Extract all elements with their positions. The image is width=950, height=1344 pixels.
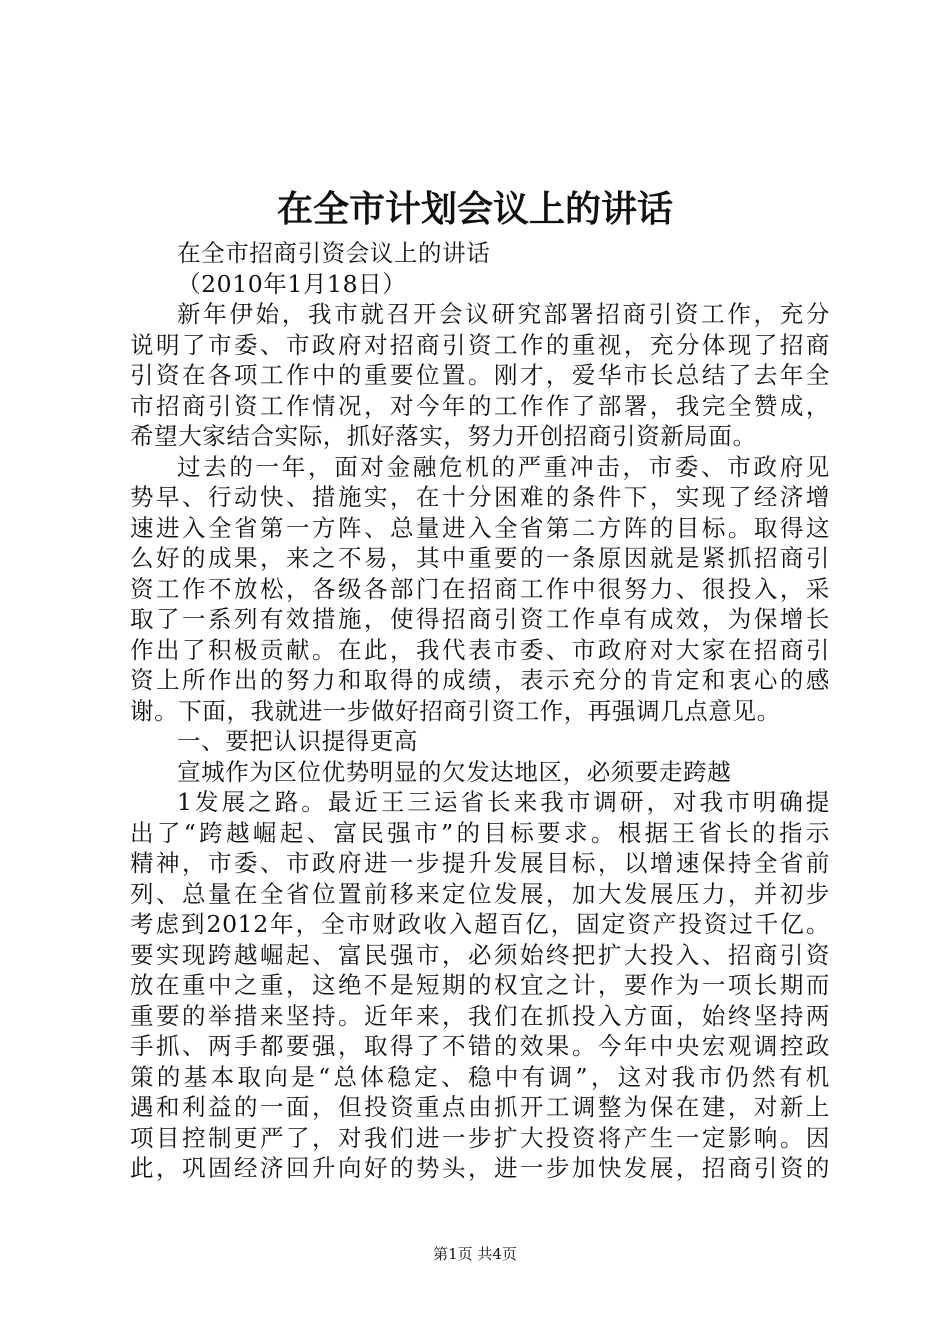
text-line: 市招商引资工作情况，对今年的工作作了部署，我完全赞成， xyxy=(130,391,830,420)
page-title: 在全市计划会议上的讲话 xyxy=(276,189,673,230)
section-heading: 一、要把认识提得更高 xyxy=(177,727,418,755)
text-line: 宣城作为区位优势明显的欠发达地区，必须要走跨越 xyxy=(177,757,732,786)
text-line: 出了“跨越崛起、富民强市”的目标要求。根据王省长的指示 xyxy=(130,818,830,847)
text-line: 么好的成果，来之不易，其中重要的一条原因就是紧抓招商引 xyxy=(130,544,830,572)
page-number-footer: 第1页 共4页 xyxy=(433,1245,517,1263)
subtitle-line: 在全市招商引资会议上的讲话 xyxy=(177,239,491,267)
text-line: 列、总量在全省位置前移来定位发展，加大发展压力，并初步 xyxy=(130,879,830,908)
text-line: 说明了市委、市政府对招商引资工作的重视，充分体现了招商 xyxy=(130,330,830,359)
text-line: 希望大家结合实际，抓好落实，努力开创招商引资新局面。 xyxy=(130,422,757,450)
document-body xyxy=(130,238,830,1184)
text-line: 作出了积极贡献。在此，我代表市委、市政府对大家在招商引 xyxy=(130,635,830,664)
text-line: 谢。下面，我就进一步做好招商引资工作，再强调几点意见。 xyxy=(130,696,781,725)
text-line: 过去的一年，面对金融危机的严重冲击，市委、市政府见 xyxy=(177,452,830,481)
text-line: 速进入全省第一方阵、总量进入全省第二方阵的目标。取得这 xyxy=(130,513,830,542)
text-line: 资上所作出的努力和取得的成绩，表示充分的肯定和衷心的感 xyxy=(130,666,830,694)
text-line: 放在重中之重，这绝不是短期的权宜之计，要作为一项长期而 xyxy=(130,971,830,999)
text-line: 要实现跨越崛起、富民强市，必须始终把扩大投入、招商引资 xyxy=(130,940,830,969)
text-line: 项目控制更严了，对我们进一步扩大投资将产生一定影响。因 xyxy=(130,1123,830,1152)
date-line: （2010年1月18日） xyxy=(177,269,407,298)
text-line: 重要的举措来坚持。近年来，我们在抓投入方面，始终坚持两 xyxy=(130,1001,830,1030)
text-line: 手抓、两手都要强，取得了不错的效果。今年中央宏观调控政 xyxy=(130,1032,830,1060)
text-line: 资工作不放松，各级各部门在招商工作中很努力、很投入，采 xyxy=(130,574,830,603)
text-line: 引资在各项工作中的重要位置。刚才，爱华市长总结了去年全 xyxy=(130,361,830,389)
text-line: 势早、行动快、措施实，在十分困难的条件下，实现了经济增 xyxy=(130,483,830,511)
text-line: 考虑到2012年，全市财政收入超百亿，固定资产投资过千亿。 xyxy=(130,910,830,938)
text-line: 遇和利益的一面，但投资重点由抓开工调整为保在建，对新上 xyxy=(130,1093,830,1121)
text-line: 1发展之路。最近王三运省长来我市调研，对我市明确提 xyxy=(177,788,830,816)
text-line: 精神，市委、市政府进一步提升发展目标，以增速保持全省前 xyxy=(130,849,830,877)
text-line: 此，巩固经济回升向好的势头，进一步加快发展，招商引资的 xyxy=(130,1154,830,1182)
text-line: 新年伊始，我市就召开会议研究部署招商引资工作，充分 xyxy=(177,300,830,328)
text-line: 取了一系列有效措施，使得招商引资工作卓有成效，为保增长 xyxy=(130,605,830,633)
text-line: 策的基本取向是“总体稳定、稳中有调”，这对我市仍然有机 xyxy=(130,1062,830,1091)
